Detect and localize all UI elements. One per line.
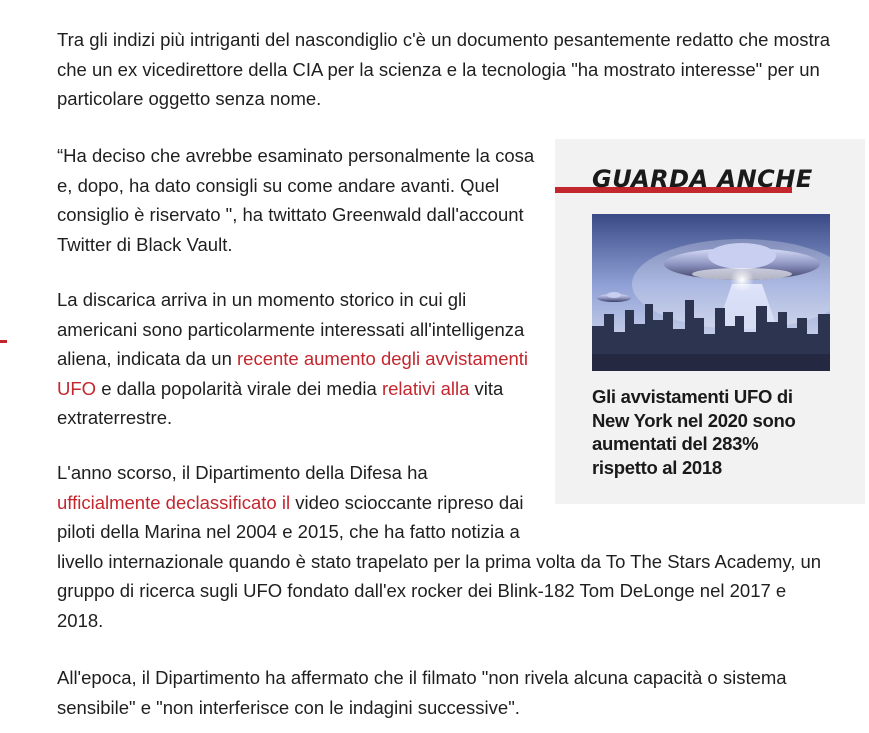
article-paragraph-1: Tra gli indizi più intriganti del nascondiglio c'è un documento pesantemente redatto che mostra che un ex vicedirettore della CIA per la scienza e la tecnologia "ha mostrato interesse" per un particolare oggetto senza nome. (57, 29, 831, 109)
article-paragraph-5: All'epoca, il Dipartimento ha affermato che il filmato "non rivela alcuna capacità o sistema sensibile" e "non interferisce con le indagini successive". (57, 667, 787, 718)
related-article-card[interactable] (555, 139, 865, 504)
paragraph-text: La discarica arriva in un momento storico in cui gli americani sono particolarmente interessati all'intelligenza aliena, indicata da un (57, 289, 525, 369)
related-article-title[interactable]: Gli avvistamenti UFO di New York nel 2020 sono aumentati del 283% rispetto al 2018 (592, 386, 796, 478)
article-paragraph-2: “Ha deciso che avrebbe esaminato personalmente la cosa e, dopo, ha dato consigli su come andare avanti. Quel consiglio è riservato ", ha twittato Greenwald dall'account Twitter di Black Vault. (57, 145, 535, 255)
article-paragraph-3 (57, 285, 547, 433)
sidebar-heading: GUARDA ANCHE (592, 165, 813, 193)
paragraph-text: video scioccante ripreso dai piloti della Marina nel 2004 e 2015, che ha fatto notizia a livello internazionale quando è stato trapelato per la prima volta da To The Stars Academy, un gruppo di ricerca sugli UFO fondato dall'ex rocker dei Blink-182 Tom DeLonge nel 2017 e 2018. (57, 491, 822, 631)
paragraph-text: vita extraterrestre. (57, 377, 504, 428)
ufo-city-image[interactable] (592, 214, 830, 371)
link-ufo-sightings-increase[interactable]: recente aumento degli avvistamenti UFO (57, 348, 529, 399)
link-officially-declassified[interactable]: ufficialmente declassificato il (57, 491, 291, 513)
paragraph-text: L'anno scorso, il Dipartimento della Difesa ha (57, 462, 428, 483)
link-related-media[interactable]: relativi alla (381, 377, 470, 399)
edge-accent-mark (0, 340, 7, 343)
paragraph-text: e dalla popolarità virale dei media (96, 377, 382, 399)
